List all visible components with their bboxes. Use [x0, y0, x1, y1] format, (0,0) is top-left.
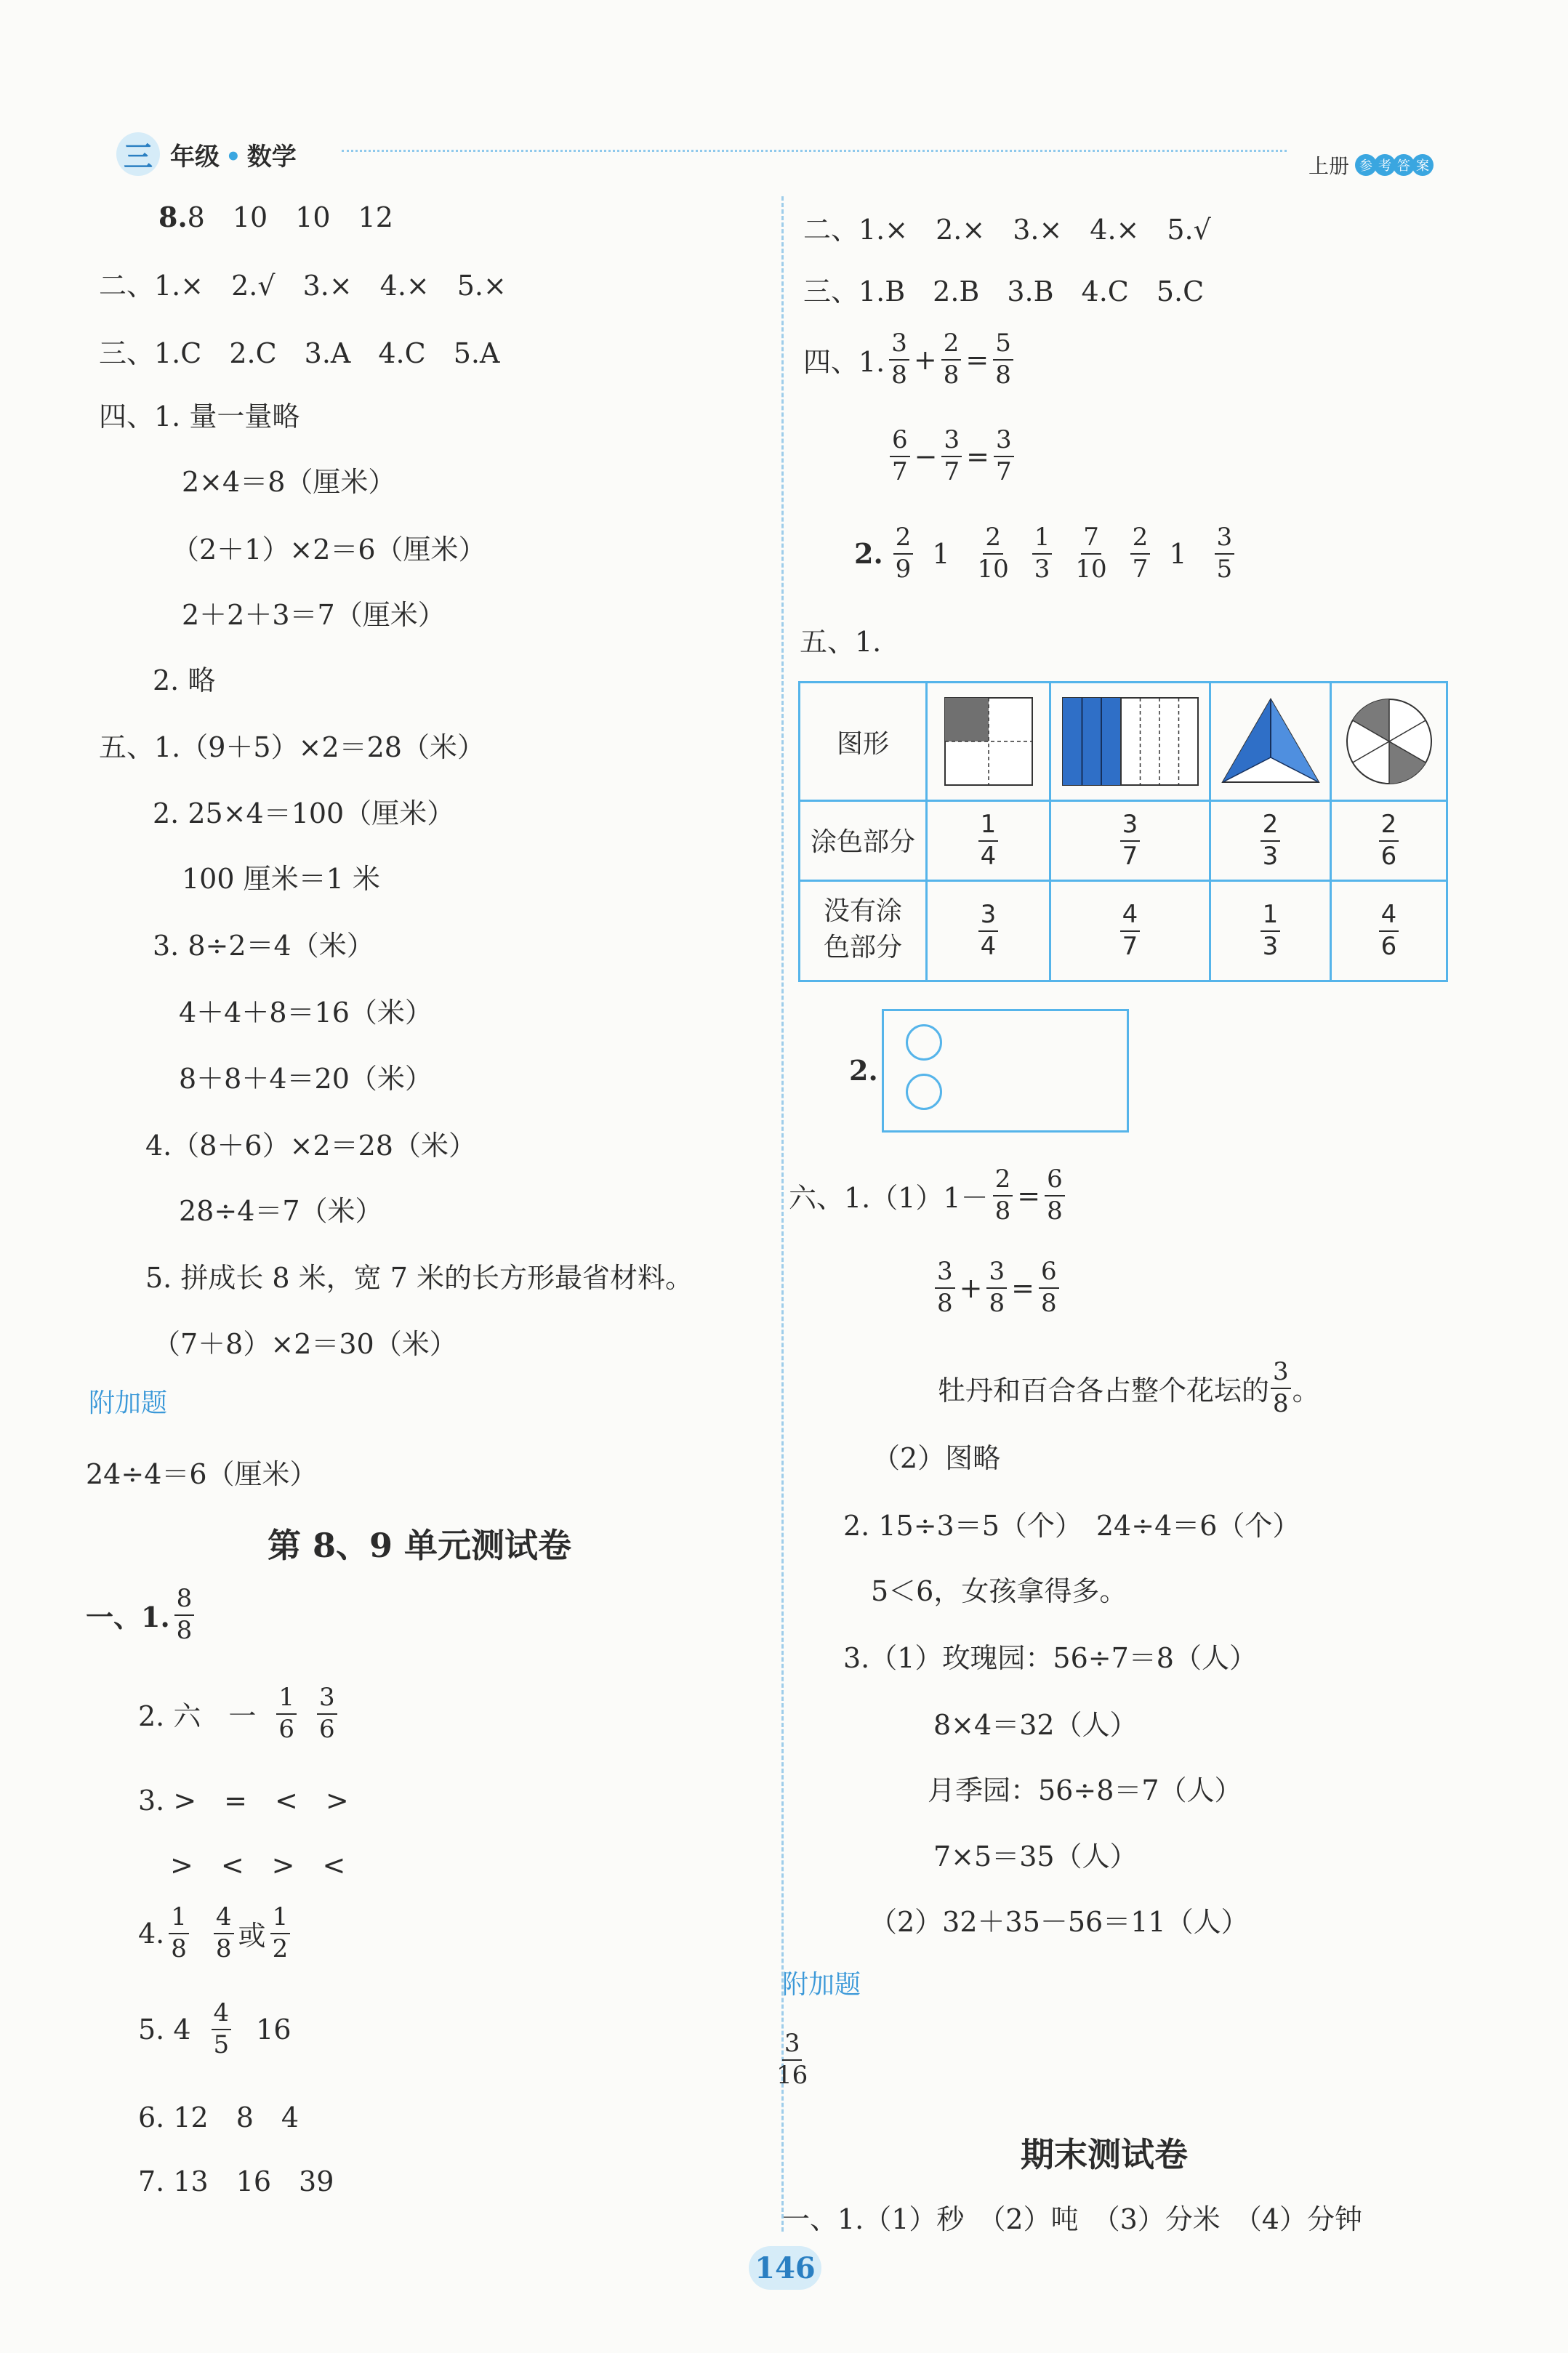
numerator: 3 [782, 2031, 803, 2061]
numerator: 3 [986, 1259, 1007, 1289]
equals-sign: = [1017, 1179, 1041, 1212]
circle-icon [906, 1074, 942, 1110]
header-divider [342, 150, 1287, 152]
fraction [993, 1167, 1013, 1224]
fraction [1261, 809, 1281, 871]
whole-number: 1 [932, 537, 950, 570]
item-number: 一、1. [86, 1601, 170, 1634]
answer-text: 。 [1292, 1375, 1320, 1407]
denominator: 7 [1132, 554, 1149, 584]
answer-line: 2. 15÷3＝5（个） 24÷4＝6（个） [843, 1510, 1300, 1542]
answer-line: （2）图略 [872, 1442, 1001, 1474]
shape-square-quarter [928, 683, 1049, 800]
denominator: 5 [1216, 554, 1233, 584]
plus-sign: + [959, 1271, 983, 1304]
answer-line [86, 1586, 198, 1644]
answer-line: 三、1.C 2.C 3.A 4.C 5.A [99, 337, 500, 369]
fraction [978, 809, 999, 871]
answer-line: 5. 拼成长 8 米，宽 7 米的长方形最省材料。 [145, 1262, 693, 1294]
answer-line: （2＋1）×2＝6（厘米） [172, 534, 486, 566]
fraction [1032, 525, 1053, 582]
answer-badge [1358, 154, 1434, 176]
denominator: 8 [176, 1615, 193, 1645]
denominator: 16 [776, 2060, 808, 2090]
denominator: 8 [1040, 1288, 1057, 1318]
denominator: 9 [895, 554, 912, 584]
denominator: 4 [980, 841, 997, 871]
numerator: 6 [1045, 1167, 1065, 1196]
answer-line: 3. > = < > [138, 1785, 349, 1817]
numerator: 2 [983, 525, 1003, 555]
answer-char: 答 [1393, 154, 1415, 176]
denominator: 7 [1122, 931, 1138, 961]
denominator: 6 [1380, 841, 1397, 871]
section-title: 期末测试卷 [1021, 2135, 1188, 2174]
row-label: 图形 [836, 728, 889, 759]
answer-line [138, 1904, 294, 1962]
answer-line: 4.（8＋6）×2＝28（米） [145, 1130, 476, 1162]
answer-line: 二、1.× 2.× 3.× 4.× 5.√ [803, 214, 1211, 246]
numerator: 4 [1120, 902, 1141, 932]
answer-char: 参 [1355, 154, 1377, 176]
answer-line [138, 1685, 342, 1742]
item-number: 四、1. [803, 346, 885, 379]
answer-line: 2×4＝8（厘米） [182, 466, 396, 498]
shape-triangle-thirds [1211, 683, 1330, 800]
numerator: 5 [993, 331, 1013, 361]
table-cell [1211, 882, 1330, 980]
circle-icon [906, 1024, 942, 1061]
denominator: 8 [995, 360, 1011, 390]
numerator: 2 [893, 525, 914, 555]
row-label: 涂色部分 [810, 826, 915, 857]
answer-line: 月季园：56÷8＝7（人） [928, 1774, 1242, 1806]
table-cell [1051, 882, 1209, 980]
denominator: 8 [989, 1288, 1005, 1318]
answer-line: 5＜6，女孩拿得多。 [871, 1575, 1127, 1607]
row-label-part: 没有涂 [823, 896, 902, 926]
answer-line: 6. 12 8 4 [138, 2101, 299, 2133]
answer-line: 4＋4＋8＝16（米） [179, 997, 433, 1029]
answer-line [938, 1359, 1320, 1417]
item-number: 4. [138, 1917, 165, 1950]
denominator: 8 [215, 1934, 232, 1963]
answer-char: 案 [1412, 154, 1434, 176]
answer-line: > < > < [170, 1849, 346, 1881]
denominator: 8 [891, 360, 907, 390]
answer-text: 5. 4 [138, 2013, 191, 2046]
plus-sign: + [913, 343, 937, 376]
header-title [170, 137, 297, 172]
answer-line: 2. 25×4＝100（厘米） [153, 797, 455, 829]
numerator: 3 [1215, 525, 1235, 555]
grade-badge: 三 [116, 132, 160, 176]
numerator: 3 [941, 427, 962, 457]
header-right [1308, 150, 1434, 180]
denominator: 2 [272, 1934, 289, 1963]
numerator: 1 [1032, 525, 1053, 555]
numerator: 3 [889, 331, 909, 361]
denominator: 4 [980, 931, 997, 961]
denominator: 8 [943, 360, 960, 390]
denominator: 7 [1122, 841, 1138, 871]
numerator: 3 [1271, 1359, 1291, 1389]
numerator: 3 [935, 1259, 955, 1289]
table-cell [1332, 802, 1446, 880]
answer-line: 28÷4＝7（米） [179, 1195, 383, 1227]
row-label [800, 880, 925, 980]
fraction [174, 1586, 195, 1644]
fraction [986, 1259, 1007, 1316]
denominator: 6 [1380, 931, 1397, 961]
table-cell [1211, 802, 1330, 880]
numerator: 1 [1261, 902, 1281, 932]
answer-line: 3.（1）玫瑰园：56÷7＝8（人） [843, 1642, 1257, 1674]
fraction [890, 427, 910, 485]
answer-line: 三、1.B 2.B 3.B 4.C 5.C [803, 275, 1205, 307]
triangle-figure [1220, 696, 1322, 787]
fraction [889, 331, 909, 388]
answer-line [854, 525, 1239, 582]
denominator: 3 [1034, 554, 1050, 584]
answer-line: （7＋8）×2＝30（米） [153, 1328, 457, 1360]
volume-label: 上册 [1308, 154, 1350, 178]
denominator: 7 [892, 456, 908, 486]
denominator: 6 [278, 1714, 294, 1744]
fraction [169, 1904, 189, 1962]
numerator: 4 [1379, 902, 1399, 932]
answer-text: 16 [256, 2013, 292, 2046]
fraction [893, 525, 914, 582]
answer-text: 8 10 10 12 [187, 201, 393, 233]
table-cell [1051, 802, 1209, 880]
equals-sign: = [966, 440, 989, 472]
subject-label: 数学 [246, 142, 297, 172]
answer-text: 2. 六 一 [138, 1700, 257, 1733]
dot-icon: • [225, 142, 241, 172]
answer-text: 牡丹和百合各占整个花坛的 [938, 1375, 1270, 1407]
fraction [1120, 899, 1141, 961]
answer-line: 100 厘米＝1 米 [182, 863, 380, 895]
square-figure [944, 696, 1034, 787]
fraction [941, 331, 962, 388]
table-cell [928, 802, 1049, 880]
denominator: 3 [1262, 841, 1279, 871]
answer-line: 7×5＝35（人） [933, 1841, 1138, 1873]
fraction [994, 427, 1014, 485]
numerator: 1 [169, 1904, 189, 1934]
shape-rectangle-sevenths [1051, 683, 1209, 800]
fraction [935, 1259, 955, 1316]
answer-line: 3. 8÷2＝4（米） [153, 930, 374, 962]
numerator: 8 [174, 1586, 195, 1616]
denominator: 10 [977, 554, 1009, 584]
numerator: 3 [317, 1685, 337, 1715]
page-number: 146 [749, 2246, 821, 2290]
answer-line: 2＋2＋3＝7（厘米） [182, 599, 446, 631]
fraction [941, 427, 962, 485]
answer-char: 考 [1374, 154, 1396, 176]
numerator: 1 [270, 1904, 291, 1934]
fraction [1075, 525, 1106, 582]
page-header [116, 132, 297, 176]
answer-line: 二、1.× 2.√ 3.× 4.× 5.× [99, 270, 507, 302]
table-cell [1332, 882, 1446, 980]
section-title: 第 8、9 单元测试卷 [268, 1526, 572, 1565]
fraction [1130, 525, 1151, 582]
fraction [1379, 809, 1399, 871]
fraction [214, 1904, 234, 1962]
answer-text: 六、1.（1）1－ [789, 1182, 989, 1215]
fraction [776, 2031, 808, 2088]
answer-line: （2）32＋35－56＝11（人） [869, 1906, 1249, 1938]
circle-box [882, 1009, 1129, 1133]
answer-line [138, 2000, 292, 2058]
fraction [1120, 809, 1141, 871]
numerator: 6 [890, 427, 910, 457]
denominator: 8 [171, 1934, 187, 1963]
fraction [1261, 899, 1281, 961]
answer-line [789, 1167, 1069, 1224]
circle-figure [1344, 696, 1434, 787]
answer-line [885, 427, 1018, 485]
fraction [212, 2000, 232, 2058]
fraction [1271, 1359, 1291, 1417]
numerator: 4 [212, 2000, 232, 2030]
numerator: 1 [276, 1685, 297, 1715]
numerator: 3 [994, 427, 1014, 457]
numerator: 2 [1261, 812, 1281, 842]
denominator: 10 [1075, 554, 1107, 584]
item-number: 2. [849, 1054, 878, 1087]
numerator: 1 [978, 812, 999, 842]
answer-line: 一、1.（1）秒 （2）吨 （3）分米 （4）分钟 [782, 2203, 1362, 2235]
fraction [1379, 899, 1399, 961]
item-number: 2. [854, 537, 883, 571]
numerator: 3 [978, 902, 999, 932]
numerator: 7 [1081, 525, 1101, 555]
grade-label: 年级 [170, 142, 220, 172]
denominator: 3 [1262, 931, 1279, 961]
answer-line: 五、1. [800, 626, 882, 658]
fraction-table [798, 681, 1448, 982]
denominator: 6 [318, 1714, 335, 1744]
item-number: 8. [158, 201, 188, 233]
fraction [317, 1685, 337, 1742]
numerator: 2 [993, 1167, 1013, 1196]
answer-line [776, 2031, 808, 2088]
fraction [978, 525, 1009, 582]
fraction [1215, 525, 1235, 582]
equals-sign: = [1011, 1271, 1034, 1304]
answer-line [930, 1259, 1064, 1316]
fraction [978, 899, 999, 961]
numerator: 4 [214, 1904, 234, 1934]
fraction [270, 1904, 291, 1962]
fraction [993, 331, 1013, 388]
equals-sign: = [965, 343, 989, 376]
denominator: 7 [944, 456, 960, 486]
extra-question-label: 附加题 [782, 1970, 861, 2000]
numerator: 2 [1130, 525, 1151, 555]
answer-line: 8＋8＋4＝20（米） [179, 1063, 433, 1095]
answer-line: 五、1.（9＋5）×2＝28（米） [99, 731, 485, 763]
numerator: 2 [1379, 812, 1399, 842]
minus-sign: − [914, 440, 938, 472]
answer-line [158, 195, 393, 235]
numerator: 2 [941, 331, 962, 361]
denominator: 8 [937, 1288, 953, 1318]
numerator: 6 [1039, 1259, 1059, 1289]
table-cell [928, 882, 1049, 980]
numerator: 3 [1120, 812, 1141, 842]
denominator: 8 [1047, 1196, 1063, 1226]
whole-number: 1 [1169, 537, 1187, 570]
answer-line: 2. 略 [153, 664, 216, 696]
answer-line: 7. 13 16 39 [138, 2165, 334, 2197]
fraction [276, 1685, 297, 1742]
denominator: 8 [1273, 1388, 1289, 1418]
fraction [1039, 1259, 1059, 1316]
denominator: 7 [995, 456, 1012, 486]
column-divider [781, 196, 784, 2232]
rectangle-figure [1061, 696, 1199, 787]
answer-line: 24÷4＝6（厘米） [86, 1458, 318, 1490]
row-label-part: 色部分 [823, 933, 902, 962]
answer-line [803, 331, 1018, 388]
answer-line: 8×4＝32（人） [933, 1709, 1138, 1741]
denominator: 5 [213, 2030, 230, 2059]
shape-circle-sixths [1332, 683, 1446, 800]
denominator: 8 [994, 1196, 1011, 1226]
extra-question-label: 附加题 [89, 1388, 168, 1418]
fraction [1045, 1167, 1065, 1224]
answer-text: 或 [238, 1920, 266, 1952]
answer-line: 四、1. 量一量略 [99, 401, 300, 433]
